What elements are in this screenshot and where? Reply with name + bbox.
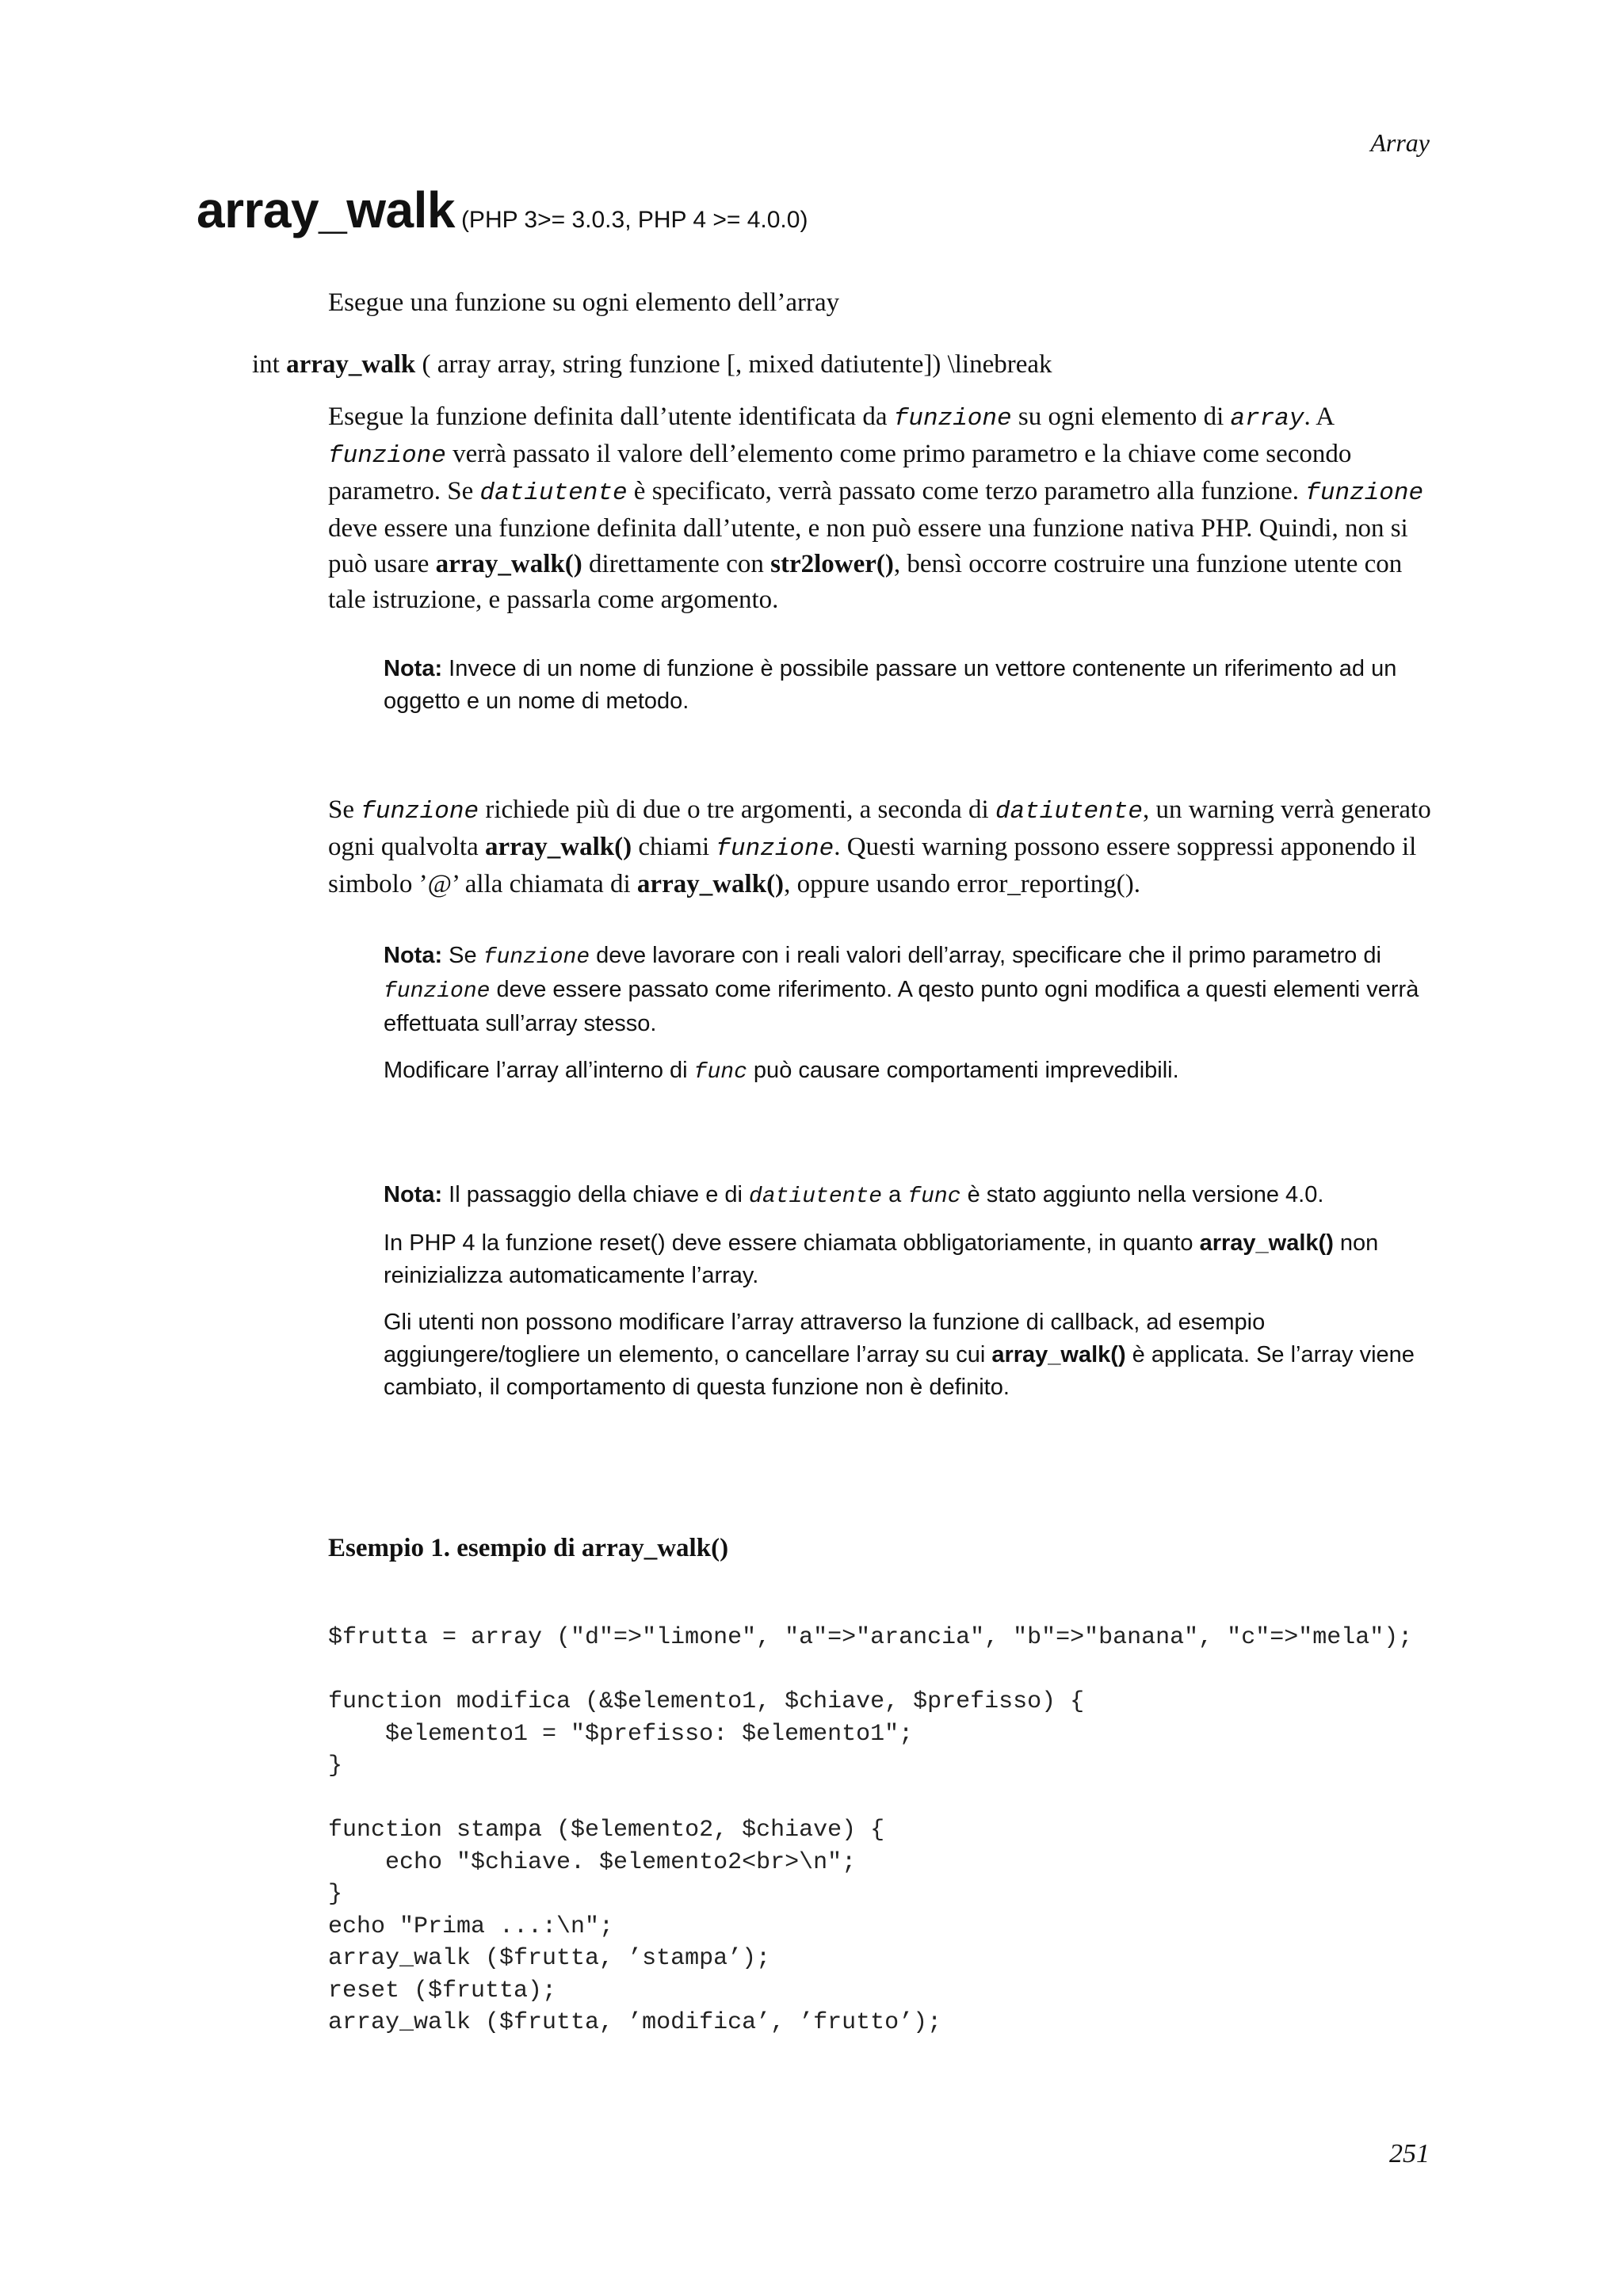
example-title: Esempio 1. esempio di array_walk() [328,1534,729,1562]
note-label: Nota: [384,1182,443,1207]
text-run: è applicata. Se l’array viene cambiato, il comportamento di questa funzione non è definito. [384,1342,1415,1400]
text-run: a [882,1182,908,1207]
page-number: 251 [1389,2139,1430,2168]
warning-paragraph [328,792,1445,902]
text-run: Esegue la funzione definita dall’utente identificata da [328,402,894,431]
function-summary: Esegue una funzione su ogni elemento dell’array [328,288,840,317]
param-array: array [1230,405,1304,433]
param-datiutente: datiutente [995,798,1143,826]
param-funzione: funzione [361,798,479,826]
code-line: function stampa ($elemento2, $chiave) { [328,1817,885,1844]
text-run: deve essere passato come riferimento. A qesto punto ogni modifica a questi elementi verrà effettuata sull’array stesso. [384,977,1419,1036]
param-funzione: funzione [893,405,1012,433]
function-title [197,181,808,239]
code-line: echo "Prima ...:\n"; [328,1913,614,1940]
code-line: $elemento1 = "$prefisso: $elemento1"; [328,1720,914,1748]
synopsis-return-type: int [252,350,287,379]
code-line [328,1783,1412,1815]
text-run: deve essere una funzione definita dall’utente, e non può essere una funzione nativa PHP. Quindi, non si può usare [328,514,1408,578]
description-paragraph [328,399,1445,618]
code-line: array_walk ($frutta, ’modifica’, ’frutto’); [328,2009,942,2036]
note-paragraph [384,1179,1445,1213]
text-run: In PHP 4 la funzione reset() deve essere chiamata obbligatoriamente, in quanto [384,1230,1200,1256]
param-funzione: funzione [328,442,446,470]
text-run: non reinizializza automaticamente l’array. [384,1230,1379,1288]
note-paragraph [384,1306,1445,1404]
note-paragraph [384,940,1445,1040]
text-run: verrà passato il valore dell’elemento come primo parametro e la chiave come secondo parametro. Se [328,440,1352,505]
text-run: può causare comportamenti imprevedibili. [747,1058,1179,1083]
function-ref: array_walk() [636,870,785,898]
param-datiutente: datiutente [749,1184,883,1209]
synopsis-args: ( array array, string funzione [, mixed datiutente]) \linebreak [415,350,1052,379]
text-run: direttamente con [582,550,771,578]
text-run: , oppure usando error_reporting(). [784,870,1140,898]
param-func: func [907,1184,961,1209]
text-run: , bensì occorre costruire una funzione utente con tale istruzione, e passarla come argomento. [328,550,1403,614]
code-line: array_walk ($frutta, ’stampa’); [328,1945,771,1972]
note-paragraph [384,653,1445,718]
code-line: } [328,1881,343,1908]
text-run: Se [442,943,483,968]
text-run: chiami [632,833,716,861]
function-ref: str2lower() [770,550,894,578]
text-run: , un warning verrà generato ogni qualvolta [328,795,1431,861]
text-run: è stato aggiunto nella versione 4.0. [960,1182,1324,1207]
code-line: reset ($frutta); [328,1977,557,2004]
text-run: richiede più di due o tre argomenti, a seconda di [479,795,995,824]
note-callout [384,940,1445,1103]
code-line: $frutta = array ("d"=>"limone", "a"=>"arancia", "b"=>"banana", "c"=>"mela"); [328,1624,1413,1651]
param-funzione: funzione [716,835,834,863]
text-run: . A [1304,402,1334,431]
text-run: . Questi warning possono essere soppressi apponendo il simbolo ’@’ alla chiamata di [328,833,1417,898]
function-name: array_walk [197,181,455,238]
text-run: su ogni elemento di [1011,402,1231,431]
code-line [328,1654,1412,1687]
function-ref: array_walk() [484,833,632,861]
code-line: } [328,1753,343,1779]
note-label: Nota: [384,656,443,681]
code-line: echo "$chiave. $elemento2<br>\n"; [328,1848,857,1876]
function-ref: array_walk() [991,1342,1126,1367]
note-label: Nota: [384,943,443,968]
note-callout [384,653,1445,732]
text-run: Se [328,795,361,824]
synopsis-function: array_walk [286,350,416,379]
function-ref: array_walk() [1199,1230,1334,1256]
note-paragraph [384,1227,1445,1292]
param-func: func [693,1060,747,1085]
code-example [328,1622,1412,2039]
note-callout [384,1179,1445,1418]
function-synopsis [252,350,1052,379]
param-funzione: funzione [483,945,590,970]
param-funzione: funzione [384,979,491,1004]
param-datiutente: datiutente [479,479,628,507]
text-run: è specificato, verrà passato come terzo parametro alla funzione. [627,477,1306,505]
running-head: Array [1370,128,1430,157]
version-info: (PHP 3>= 3.0.3, PHP 4 >= 4.0.0) [460,207,808,233]
text-run: Invece di un nome di funzione è possibile passare un vettore contenente un riferimento ad un oggetto e un nome di metodo. [384,656,1397,714]
text-run: deve lavorare con i reali valori dell’array, specificare che il primo parametro di [590,943,1381,968]
code-line: function modifica (&$elemento1, $chiave, $prefisso) { [328,1688,1085,1715]
param-funzione: funzione [1305,479,1424,507]
function-ref: array_walk() [435,550,582,578]
note-paragraph [384,1055,1445,1089]
text-run: Gli utenti non possono modificare l’array attraverso la funzione di callback, ad esempio aggiungere/togliere un elemento, o cancellare l’array su cui [384,1310,1266,1367]
text-run: Modificare l’array all’interno di [384,1058,694,1083]
text-run: Il passaggio della chiave e di [442,1182,750,1207]
